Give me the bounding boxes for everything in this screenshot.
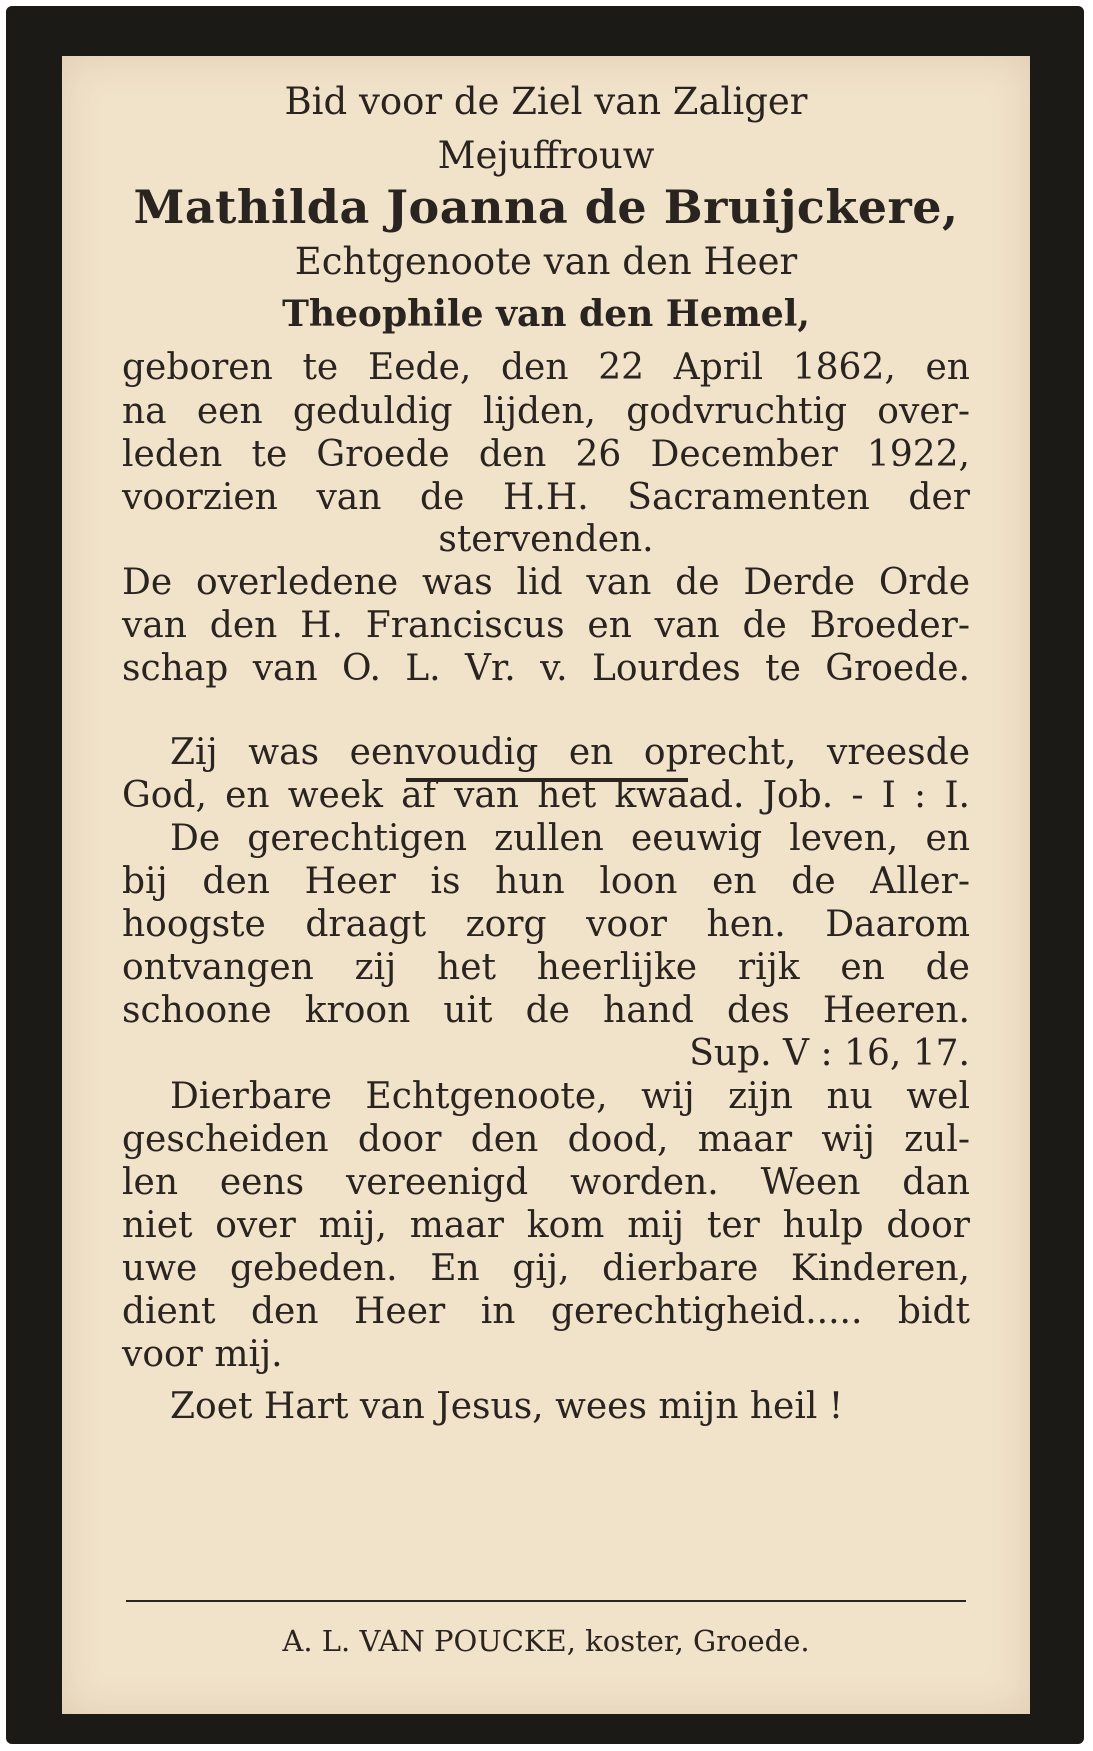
biography-line: leden te Groede den 26 December 1922, xyxy=(122,434,970,475)
farewell-line: Dierbare Echtgenoote, wij zijn nu wel xyxy=(170,1076,970,1117)
membership-line: van den H. Franciscus en van de Broeder- xyxy=(122,605,970,646)
closing-prayer: Zoet Hart van Jesus, wees mijn heil ! xyxy=(170,1386,844,1427)
deceased-name: Mathilda Joanna de Bruijckere, xyxy=(133,180,959,234)
biography-line: geboren te Eede, den 22 April 1862, en xyxy=(122,347,970,388)
husband-name: Theophile van den Hemel, xyxy=(282,293,810,335)
memorial-card xyxy=(6,6,1084,1744)
verse-line: ontvangen zij het heerlijke rijk en de xyxy=(122,947,970,988)
biography-line: voorzien van de H.H. Sacramenten der xyxy=(122,477,970,518)
farewell-line: len eens vereenigd worden. Ween dan xyxy=(122,1162,970,1203)
printer-credit: A. L. VAN POUCKE, koster, Groede. xyxy=(282,1624,810,1658)
farewell-line: uwe gebeden. En gij, dierbare Kinderen, xyxy=(122,1248,970,1289)
verse-line: schoone kroon uit de hand des Heeren. xyxy=(122,990,970,1031)
verse-line: hoogste draagt zorg voor hen. Daarom xyxy=(122,904,970,945)
verse-line: bij den Heer is hun loon en de Aller- xyxy=(122,861,970,902)
farewell-last-line: voor mij. xyxy=(122,1334,283,1375)
header-prayer-line: Bid voor de Ziel van Zaliger xyxy=(284,80,808,123)
card-paper xyxy=(62,56,1030,1714)
verse-line: God, en week af van het kwaad. Job. - I : I. xyxy=(122,775,970,816)
verse-line: Zij was eenvoudig en oprecht, vreesde xyxy=(170,732,970,773)
spouse-intro-line: Echtgenoote van den Heer xyxy=(294,240,798,283)
header-title-line: Mejuffrouw xyxy=(437,134,655,177)
membership-line: De overledene was lid van de Derde Orde xyxy=(122,562,970,603)
farewell-line: dient den Heer in gerechtigheid..... bidt xyxy=(122,1291,970,1332)
verse-line: De gerechtigen zullen eeuwig leven, en xyxy=(170,818,970,859)
printer-divider xyxy=(126,1600,966,1602)
farewell-line: niet over mij, maar kom mij ter hulp door xyxy=(122,1205,970,1246)
verse-reference: Sup. V : 16, 17. xyxy=(689,1033,970,1074)
biography-last-line: stervenden. xyxy=(438,519,654,560)
membership-line: schap van O. L. Vr. v. Lourdes te Groede. xyxy=(122,648,970,689)
farewell-line: gescheiden door den dood, maar wij zul- xyxy=(122,1119,970,1160)
biography-line: na een geduldig lijden, godvruchtig over- xyxy=(122,391,970,432)
